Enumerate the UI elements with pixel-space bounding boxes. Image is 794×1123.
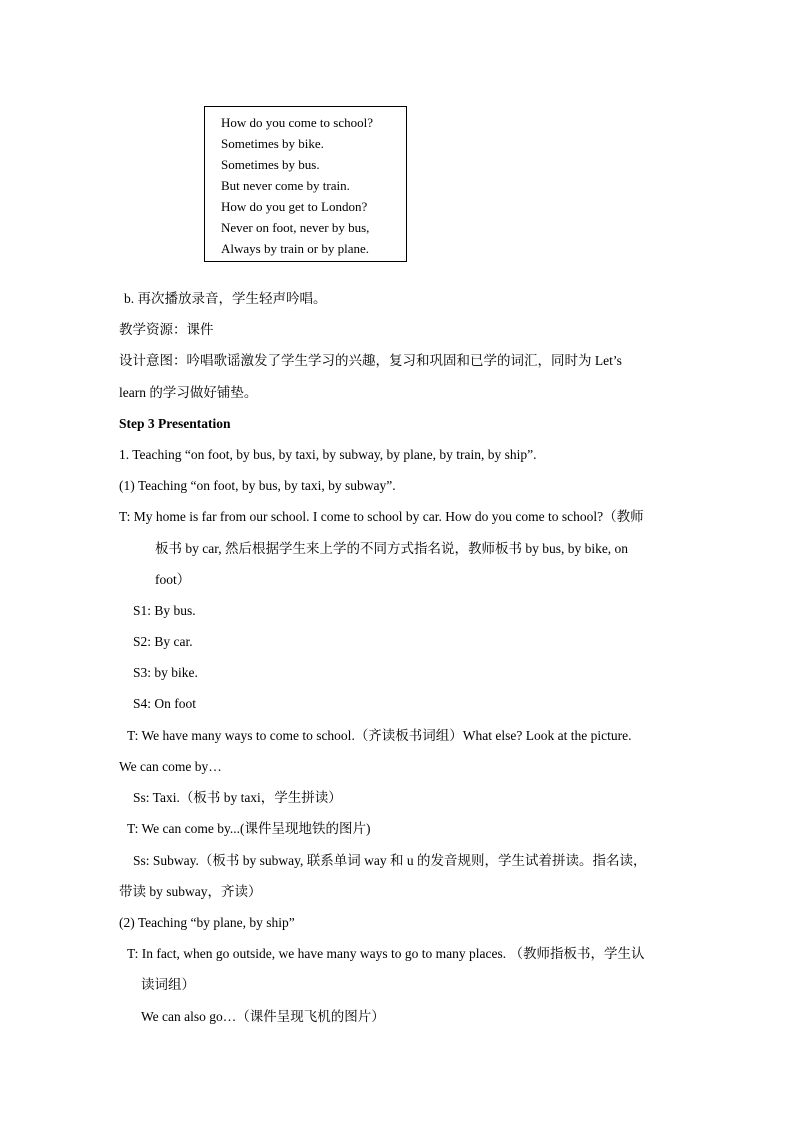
students-line-subway-b: 带读 by subway，齐读） xyxy=(119,884,262,899)
students-line-taxi: Ss: Taxi.（板书 by taxi，学生拼读） xyxy=(133,790,342,805)
lyric-line: Sometimes by bike. xyxy=(221,136,324,151)
teacher-line-2b: We can come by… xyxy=(119,759,222,774)
student-line-s4: S4: On foot xyxy=(133,696,197,711)
teacher-line-1a: T: My home is far from our school. I come to school by car. How do you come to school?（教师 xyxy=(119,509,644,524)
lyric-line: How do you get to London? xyxy=(221,199,368,214)
teaching-item-1-2: (2) Teaching “by plane, by ship” xyxy=(119,915,295,930)
lyric-line: Never on foot, never by bus, xyxy=(221,220,370,235)
teacher-line-3: T: We can come by...(课件呈现地铁的图片) xyxy=(127,821,371,836)
student-line-s1: S1: By bus. xyxy=(133,603,196,618)
teacher-line-2a: T: We have many ways to come to school.（齐读板书词组）What else? Look at the picture. xyxy=(127,728,632,743)
step-b-text: b. 再次播放录音，学生轻声吟唱。 xyxy=(124,291,327,306)
teaching-resource: 教学资源：课件 xyxy=(119,322,214,337)
teacher-line-1b: 板书 by car, 然后根据学生来上学的不同方式指名说，教师板书 by bus, by bike, on xyxy=(155,541,629,556)
students-line-subway-a: Ss: Subway.（板书 by subway, 联系单词 way 和 u 的发音规则，学生试着拼读。指名读， xyxy=(133,853,647,868)
teaching-item-1: 1. Teaching “on foot, by bus, by taxi, by subway, by plane, by train, by ship”. xyxy=(119,447,537,462)
teacher-line-5: We can also go…（课件呈现飞机的图片） xyxy=(141,1009,385,1024)
teaching-item-1-1: (1) Teaching “on foot, by bus, by taxi, by subway”. xyxy=(119,478,396,493)
teacher-line-1c: foot） xyxy=(155,572,191,587)
step3-heading: Step 3 Presentation xyxy=(119,416,231,431)
design-intent-line-2: learn 的学习做好铺垫。 xyxy=(119,385,258,400)
lyric-line: But never come by train. xyxy=(221,178,350,193)
lyric-line: How do you come to school? xyxy=(221,115,374,130)
lyric-line: Always by train or by plane. xyxy=(221,241,370,256)
teacher-line-4a: T: In fact, when go outside, we have many ways to go to many places. （教师指板书，学生认 xyxy=(127,946,645,961)
design-intent-line-1: 设计意图：吟唱歌谣激发了学生学习的兴趣，复习和巩固和已学的词汇，同时为 Let’s xyxy=(119,353,622,368)
student-line-s3: S3: by bike. xyxy=(133,665,198,680)
song-lyrics-box xyxy=(204,106,407,262)
lyric-line: Sometimes by bus. xyxy=(221,157,320,172)
student-line-s2: S2: By car. xyxy=(133,634,193,649)
teacher-line-4b: 读词组） xyxy=(141,977,195,992)
